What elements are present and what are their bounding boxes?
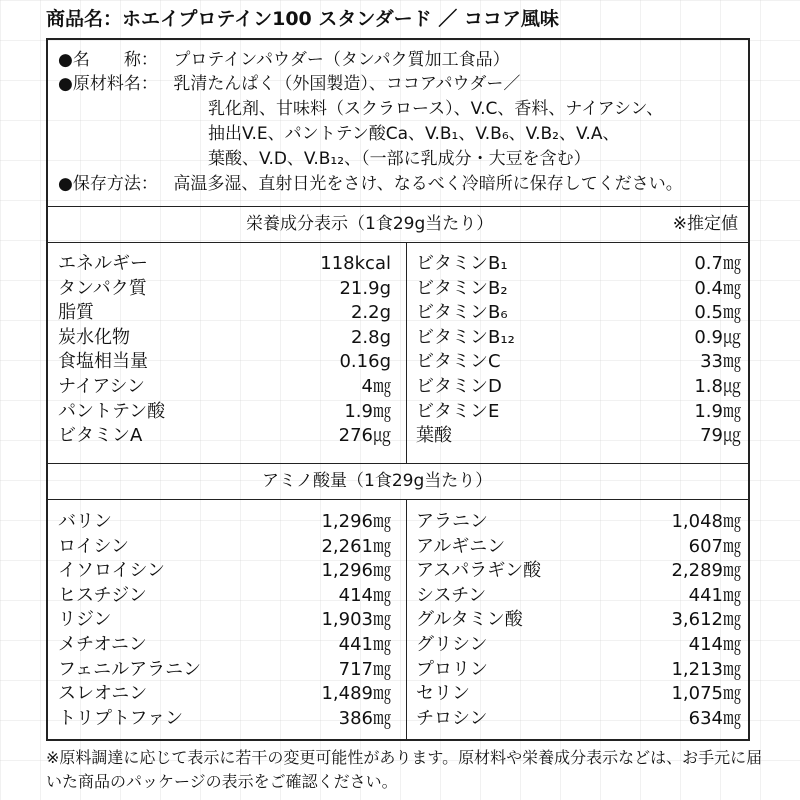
amino-header: アミノ酸量（1食29g当たり） xyxy=(262,471,493,491)
item-name: ロイシン xyxy=(58,535,130,557)
list-item xyxy=(58,559,391,584)
item-value: 1,213㎎ xyxy=(671,658,741,680)
list-item xyxy=(58,277,391,302)
item-name: ビタミンB₁ xyxy=(416,253,508,274)
list-item xyxy=(58,633,391,658)
list-item xyxy=(416,375,741,400)
item-name: フェニルアラニン xyxy=(58,658,202,680)
item-value: 0.5㎎ xyxy=(694,302,741,324)
item-value: 386㎎ xyxy=(338,707,391,729)
item-value: 79㎍ xyxy=(700,425,741,447)
list-item xyxy=(58,252,391,277)
list-item xyxy=(416,326,741,351)
item-name: 炭水化物 xyxy=(58,326,130,348)
list-item xyxy=(58,608,391,633)
item-value: 3,612㎎ xyxy=(671,609,741,631)
name-value: プロテインパウダー（タンパク質加工食品） xyxy=(173,50,510,70)
item-value: 441㎎ xyxy=(688,584,741,606)
list-item xyxy=(58,424,391,449)
item-value: 276㎍ xyxy=(338,425,391,447)
name-label: ●名 称： xyxy=(58,50,158,70)
divider xyxy=(48,499,748,500)
estimate-note: ※推定値 xyxy=(672,214,738,234)
item-value: 1.8㎍ xyxy=(694,375,741,397)
item-name: エネルギー xyxy=(58,253,148,274)
item-value: 1.9㎎ xyxy=(694,400,741,422)
list-item xyxy=(416,400,741,425)
item-value: 414㎎ xyxy=(338,584,391,606)
list-item xyxy=(416,707,741,732)
list-item xyxy=(58,535,391,560)
item-name: シスチン xyxy=(416,584,487,606)
item-value: 414㎎ xyxy=(688,633,741,655)
divider xyxy=(48,206,748,207)
item-name: ビタミンA xyxy=(58,425,143,447)
item-value: 118kcal xyxy=(320,253,391,274)
item-name: ビタミンC xyxy=(416,351,501,373)
list-item xyxy=(416,584,741,609)
list-item xyxy=(58,375,391,400)
storage-row xyxy=(58,172,683,196)
list-item xyxy=(416,608,741,633)
item-name: 葉酸 xyxy=(416,425,452,447)
item-name: 食塩相当量 xyxy=(58,351,148,373)
nutrition-header: 栄養成分表示（1食29g当たり） xyxy=(246,214,494,234)
item-value: 1,296㎎ xyxy=(321,511,391,532)
item-name: スレオニン xyxy=(58,683,148,705)
item-value: 1,489㎎ xyxy=(321,683,391,705)
item-value: 717㎎ xyxy=(338,658,391,680)
item-value: 0.4㎎ xyxy=(694,277,741,299)
list-item xyxy=(416,301,741,326)
list-item xyxy=(58,510,391,535)
item-name: プロリン xyxy=(416,658,488,680)
item-value: 2,261㎎ xyxy=(321,535,391,557)
list-item xyxy=(58,584,391,609)
item-name: アスパラギン酸 xyxy=(416,560,542,582)
item-name: アラニン xyxy=(416,511,488,532)
list-item xyxy=(416,350,741,375)
item-value: 2.2g xyxy=(350,302,391,324)
item-value: 1,903㎎ xyxy=(321,609,391,631)
nutrition-list-right xyxy=(416,252,741,449)
list-item xyxy=(416,424,741,449)
divider xyxy=(48,463,748,464)
ingredients-row xyxy=(58,72,520,96)
item-name: イソロイシン xyxy=(58,560,166,582)
item-value: 21.9g xyxy=(339,277,391,299)
item-name: パントテン酸 xyxy=(58,400,166,422)
storage-value: 高温多湿、直射日光をさけ、なるべく冷暗所に保存してください。 xyxy=(173,174,683,194)
ingredients-line: 葉酸、V.D、V.B₁₂、（一部に乳成分・大豆を含む） xyxy=(208,149,591,169)
ingredients-line: 乳化剤、甘味料（スクラロース）、V.C、香料、ナイアシン、 xyxy=(208,99,664,119)
item-name: ビタミンE xyxy=(416,400,500,422)
list-item xyxy=(416,682,741,707)
list-item xyxy=(58,682,391,707)
amino-list-right xyxy=(416,510,741,731)
item-value: 1.9㎎ xyxy=(344,400,391,422)
item-value: 441㎎ xyxy=(338,633,391,655)
list-item xyxy=(416,277,741,302)
list-item xyxy=(416,535,741,560)
item-value: 0.16g xyxy=(339,351,391,373)
storage-label: ●保存方法： xyxy=(58,174,158,194)
item-name: メチオニン xyxy=(58,633,147,655)
item-name: 脂質 xyxy=(58,302,94,324)
label-table xyxy=(46,38,750,741)
list-item xyxy=(416,559,741,584)
divider xyxy=(48,242,748,243)
list-item xyxy=(58,326,391,351)
list-item xyxy=(58,400,391,425)
item-name: ナイアシン xyxy=(58,375,146,397)
item-value: 1,296㎎ xyxy=(321,560,391,582)
item-name: アルギニン xyxy=(416,535,506,557)
item-value: 2,289㎎ xyxy=(671,560,741,582)
column-divider xyxy=(406,242,407,463)
item-value: 1,048㎎ xyxy=(671,511,741,532)
item-name: グリシン xyxy=(416,633,488,655)
list-item xyxy=(58,350,391,375)
item-value: 1,075㎎ xyxy=(671,683,741,705)
item-name: ビタミンB₂ xyxy=(416,277,508,299)
item-value: 4㎎ xyxy=(361,375,391,397)
ingredients-line: 乳清たんぱく（外国製造）、ココアパウダー／ xyxy=(173,74,521,94)
list-item xyxy=(416,252,741,277)
list-item xyxy=(416,510,741,535)
ingredients-line: 抽出V.E、パントテン酸Ca、V.B₁、V.B₆、V.B₂、V.A、 xyxy=(208,124,620,144)
item-name: ビタミンD xyxy=(416,375,502,397)
item-name: セリン xyxy=(416,683,470,705)
item-name: タンパク質 xyxy=(58,277,147,299)
item-name: ビタミンB₁₂ xyxy=(416,326,515,348)
item-name: チロシン xyxy=(416,707,488,729)
list-item xyxy=(416,658,741,683)
item-name: トリプトファン xyxy=(58,707,184,729)
nutrition-list-left xyxy=(58,252,391,449)
amino-list-left xyxy=(58,510,391,731)
item-value: 33㎎ xyxy=(700,351,741,373)
column-divider xyxy=(406,499,407,739)
ingredients-label: ●原材料名： xyxy=(58,74,158,94)
product-title: 商品名：ホエイプロテイン100 スタンダード ／ ココア風味 xyxy=(46,8,559,30)
item-name: バリン xyxy=(58,511,112,532)
list-item xyxy=(58,301,391,326)
item-value: 2.8g xyxy=(350,326,391,348)
list-item xyxy=(58,707,391,732)
item-value: 634㎎ xyxy=(688,707,741,729)
item-name: リジン xyxy=(58,609,112,631)
item-value: 607㎎ xyxy=(688,535,741,557)
item-value: 0.7㎎ xyxy=(694,253,741,274)
item-name: ビタミンB₆ xyxy=(416,302,508,324)
list-item xyxy=(58,658,391,683)
item-name: グルタミン酸 xyxy=(416,609,523,631)
item-value: 0.9㎍ xyxy=(694,326,741,348)
list-item xyxy=(416,633,741,658)
item-name: ヒスチジン xyxy=(58,584,147,606)
name-row xyxy=(58,48,510,72)
footer-note: ※原料調達に応じて表示に若干の変更可能性があります。原材料や栄養成分表示などは、お手元に届いた商品のパッケージの表示をご確認ください。 xyxy=(46,748,763,791)
